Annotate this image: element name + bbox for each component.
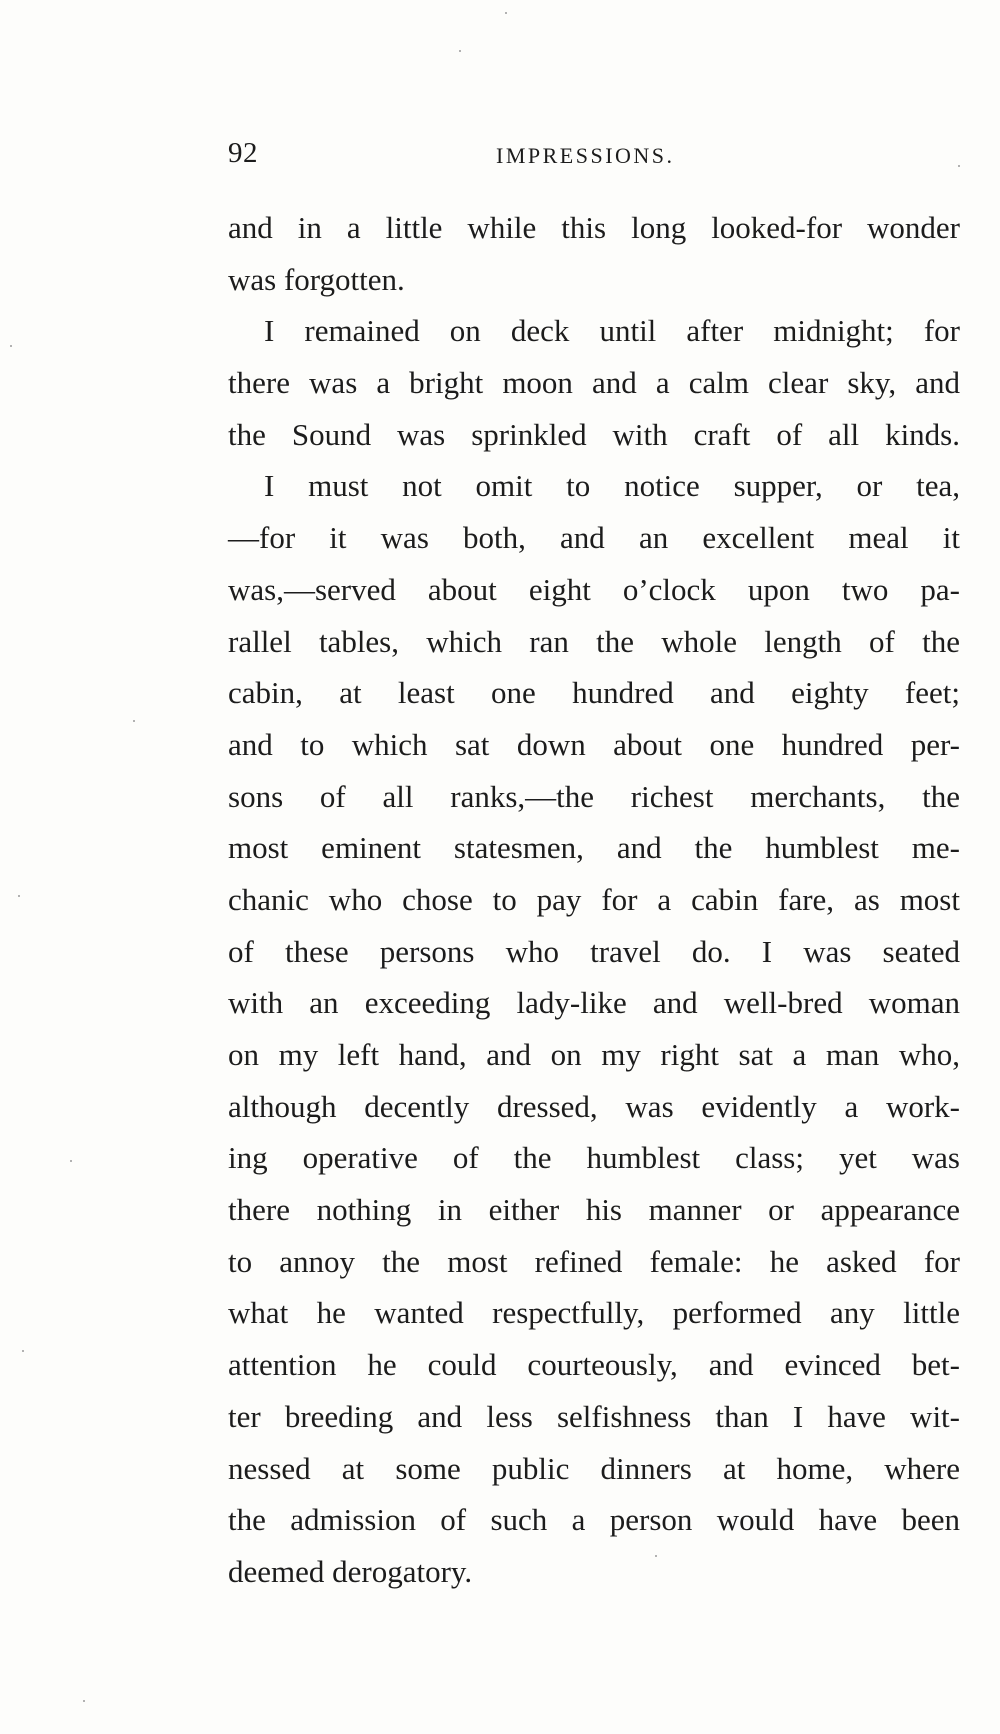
running-title: IMPRESSIONS. [496, 143, 675, 168]
page-number: 92 [228, 137, 258, 169]
text-line: rallel tables, which ran the whole length of the [228, 623, 960, 659]
text-line: ing operative of the humblest class; yet was [228, 1140, 960, 1176]
scan-speck [83, 1700, 85, 1702]
text-line: and to which sat down about one hundred per- [228, 726, 960, 762]
scan-speck [459, 50, 461, 52]
text-line: was forgotten. [228, 261, 405, 297]
scan-speck [133, 720, 135, 722]
text-line: most eminent statesmen, and the humblest me- [228, 830, 960, 866]
text-line: nessed at some public dinners at home, where [228, 1450, 960, 1486]
text-line: what he wanted respectfully, performed any little [228, 1295, 960, 1331]
text-line: attention he could courteously, and evinced bet- [228, 1347, 960, 1383]
text-line: deemed derogatory. [228, 1553, 473, 1589]
text-line: there nothing in either his manner or appearance [228, 1192, 960, 1228]
running-header [228, 137, 960, 177]
text-line: chanic who chose to pay for a cabin fare, as most [228, 881, 960, 917]
scan-speck [10, 345, 12, 347]
text-line: was,—served about eight o’clock upon two pa- [228, 571, 960, 607]
text-line: with an exceeding lady-like and well-bred woman [228, 985, 960, 1021]
scan-speck [505, 12, 507, 14]
scan-speck [22, 1350, 24, 1352]
text-line: ter breeding and less selfishness than I have wit- [228, 1398, 960, 1434]
text-line: the admission of such a person would have been [228, 1502, 960, 1538]
text-line: although decently dressed, was evidently a work- [228, 1088, 960, 1124]
text-line: cabin, at least one hundred and eighty feet; [228, 675, 960, 711]
text-line: of these persons who travel do. I was seated [228, 933, 960, 969]
body-text [228, 202, 960, 1598]
text-line: sons of all ranks,—the richest merchants, the [228, 778, 960, 814]
text-line: —for it was both, and an excellent meal it [228, 520, 960, 556]
scan-speck [18, 895, 20, 897]
scan-speck [70, 1160, 72, 1162]
text-line: and in a little while this long looked-for wonder [228, 210, 960, 245]
text-line: I must not omit to notice supper, or tea, [264, 468, 960, 504]
text-line: there was a bright moon and a calm clear sky, and [228, 365, 960, 401]
scan-speck [958, 165, 960, 167]
text-line: to annoy the most refined female: he asked for [228, 1243, 960, 1279]
text-line: on my left hand, and on my right sat a man who, [228, 1037, 960, 1072]
text-line: the Sound was sprinkled with craft of all kinds. [228, 416, 960, 452]
text-line: I remained on deck until after midnight; for [264, 313, 960, 349]
scan-speck [655, 1555, 657, 1557]
